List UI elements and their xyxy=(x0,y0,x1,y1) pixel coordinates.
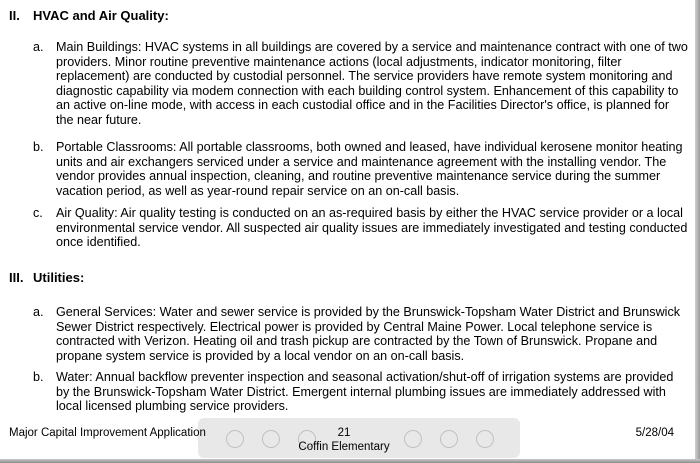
item-text: Main Buildings: HVAC systems in all buildings are covered by a service and maintenance contract with one of two providers. Minor routine preventive maintenance actions (local adjustments, indicator monitoring, filter replacement) are conducted by custodial personnel. The service providers have remote system monitoring and diagnostic capability via modem connection with each building control system. Enhancement of this capability to an active on-line mode, with access in each custodial office and in the Facilities Director's office, is planned for the near future. xyxy=(56,40,688,127)
item-text: Portable Classrooms: All portable classrooms, both owned and leased, have individual kerosene monitor heating units and air exchangers serviced under a service and maintenance agreement with the installing vendor. The vendor provides annual inspection, cleaning, and routine preventive maintenance service during the summer vacation period, as well as year-round repair service on an on-call basis. xyxy=(56,140,683,198)
list-item xyxy=(33,370,688,414)
item-text: General Services: Water and sewer service is provided by the Brunswick-Topsham Water District and Brunswick Sewer District respectively. Electrical power is provided by Central Maine Power. Local telephone service is contracted with Verizon. Heating oil and trash pickup are contracted by the Town of Brunswick. Propane and propane system service is provided by a local vendor on an on-call basis. xyxy=(56,305,681,363)
item-label: b. xyxy=(33,140,44,154)
section-number: II. xyxy=(9,8,20,23)
section-title: Utilities: xyxy=(33,270,85,285)
item-label: a. xyxy=(33,305,44,319)
item-label: c. xyxy=(33,206,43,220)
list-item xyxy=(33,40,688,127)
window-bottom-edge xyxy=(0,459,700,463)
list-item xyxy=(33,140,688,198)
list-item xyxy=(33,305,688,363)
section-number: III. xyxy=(9,270,24,285)
item-label: b. xyxy=(33,370,44,384)
footer-left-text: Major Capital Improvement Application xyxy=(9,427,206,439)
section-heading-utilities xyxy=(9,270,84,286)
item-text: Air Quality: Air quality testing is conducted on an as-required basis by either the HVAC service provider or a local environmental service vendor. All suspected air quality issues are immediately investigated and testing conducted once identified. xyxy=(56,206,688,249)
footer-center xyxy=(0,426,688,454)
list-item xyxy=(33,206,688,250)
footer-date: 5/28/04 xyxy=(635,427,674,439)
window-right-edge xyxy=(695,0,700,463)
section-heading-hvac xyxy=(9,8,169,24)
item-text: Water: Annual backflow preventer inspection and seasonal activation/shut-off of irrigation systems are provided by the Brunswick-Topsham Water District. Emergent internal plumbing issues are immediately addressed with local licensed plumbing service providers. xyxy=(56,370,674,413)
footer-school-name: Coffin Elementary xyxy=(298,441,390,453)
item-label: a. xyxy=(33,40,44,54)
section-title: HVAC and Air Quality: xyxy=(33,8,169,23)
page-number: 21 xyxy=(337,427,351,439)
